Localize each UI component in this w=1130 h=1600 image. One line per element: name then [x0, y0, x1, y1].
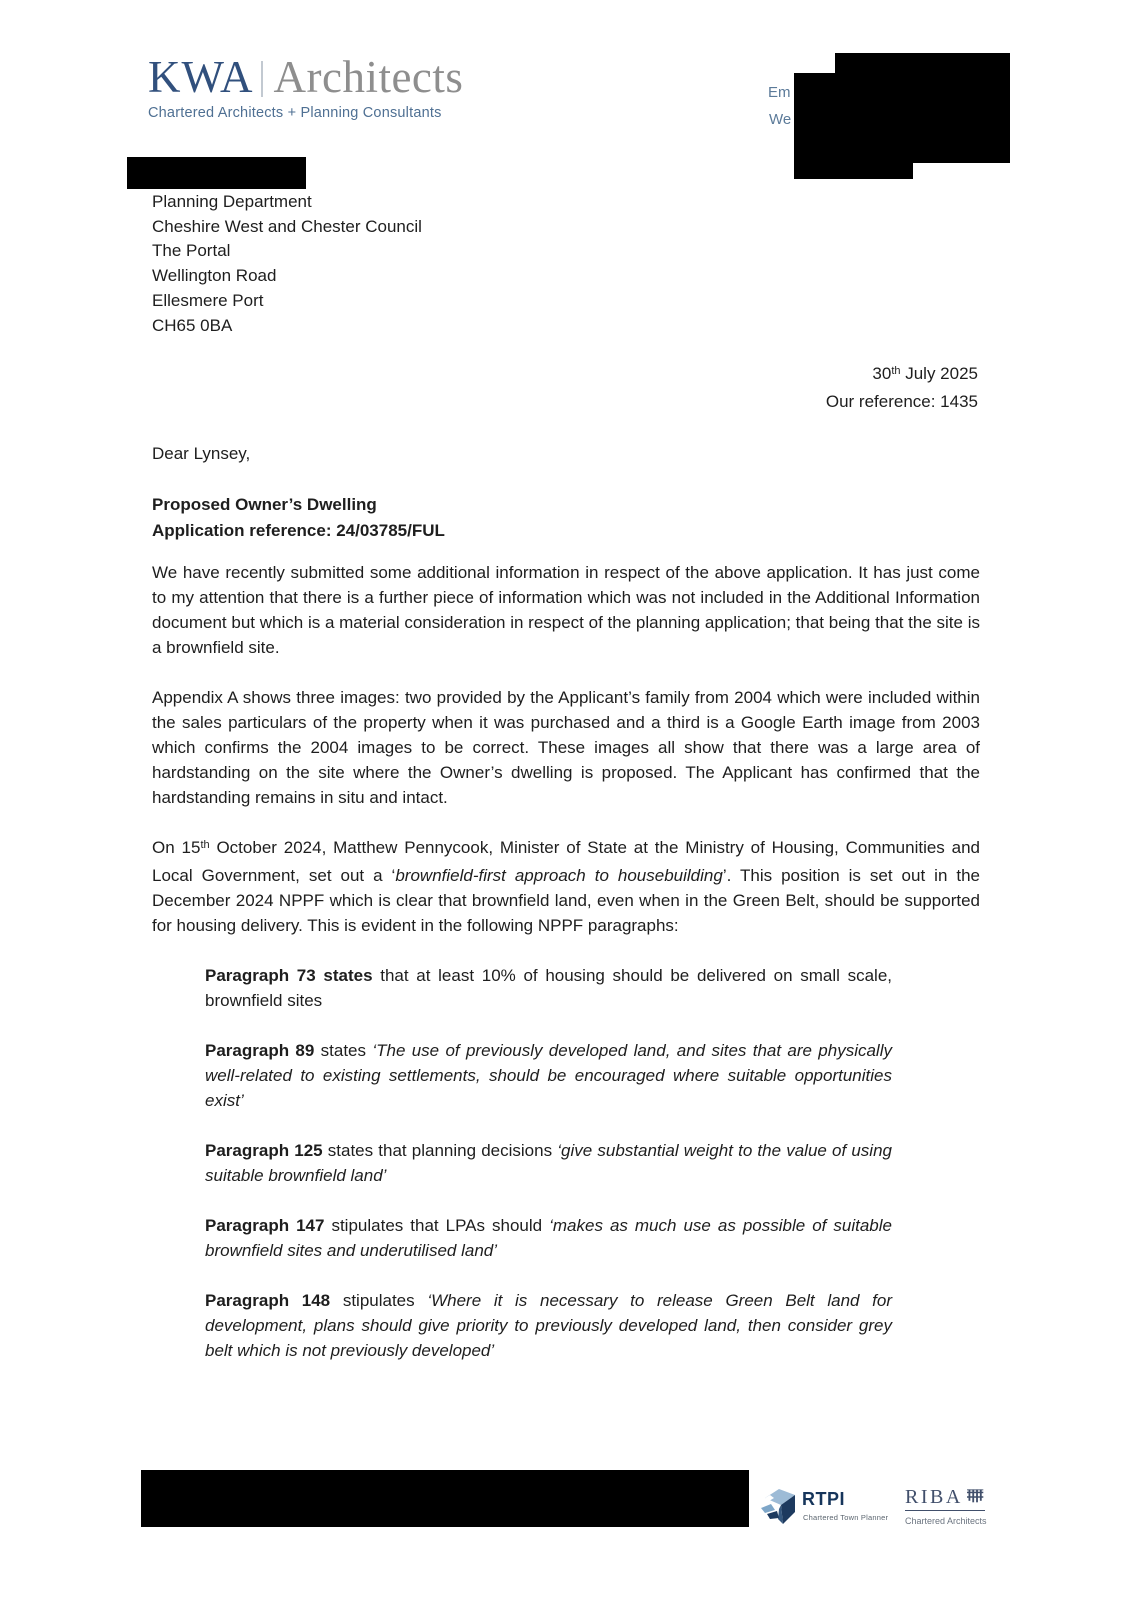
logo-kwa-text: KWA: [148, 52, 254, 102]
body-paragraph-0: [152, 560, 980, 660]
riba-logo-text: RIBA: [905, 1486, 963, 1508]
text-segment: ‘The use of previously developed land, and sites that are physically well-related to existing settlements, should be encouraged where suitable opportunities exist’: [205, 1041, 892, 1110]
text-segment: ‘makes as much use as possible of suitable brownfield sites and underutilised land’: [205, 1216, 892, 1260]
text-segment: Paragraph 73 states: [205, 966, 373, 985]
text-segment: We have recently submitted some additional information in respect of the above application. It has just come to my attention that there is a further piece of information which was not included in the Additional Information document but which is a material consideration in respect of the planning application; that being that the site is a brownfield site.: [152, 563, 980, 657]
body-paragraph-1: [152, 685, 980, 810]
logo-wordmark: [148, 54, 463, 100]
logo-divider: [261, 61, 263, 97]
text-segment: states that planning decisions: [322, 1141, 558, 1160]
nppf-paragraph-7: [205, 1288, 892, 1363]
text-segment: stipulates that LPAs should: [324, 1216, 550, 1235]
nppf-paragraph-3: [205, 963, 892, 1013]
date-ordinal-suffix: th: [891, 365, 901, 377]
salutation: Dear Lynsey,: [152, 444, 251, 463]
body-paragraph-2: [152, 835, 980, 938]
text-segment: ‘give substantial weight to the value of using suitable brownfield land’: [205, 1141, 892, 1185]
nppf-paragraph-5: [205, 1138, 892, 1188]
nppf-paragraph-4: [205, 1038, 892, 1113]
riba-rule: [905, 1510, 985, 1511]
text-segment: states: [314, 1041, 373, 1060]
text-segment: October 2024, Matthew Pennycook, Minister of State at the Ministry of Housing, Communities and Local Government, set out a ‘: [152, 838, 981, 885]
rtpi-cube-icon: [758, 1485, 798, 1527]
redaction-box: [127, 157, 306, 189]
date-reference-block: [826, 361, 978, 414]
letter-body: [152, 560, 980, 1388]
riba-logo: [905, 1486, 985, 1526]
text-segment: Paragraph 125: [205, 1141, 323, 1160]
riba-tagline: Chartered Architects: [905, 1516, 987, 1526]
our-reference: Our reference: 1435: [825, 392, 978, 411]
text-segment: brownfield-first approach to housebuilding: [395, 866, 723, 885]
subject-block: [152, 492, 445, 543]
letter-date: [826, 361, 978, 389]
address-line: Wellington Road: [152, 266, 277, 286]
nppf-paragraph-6: [205, 1213, 892, 1263]
text-segment: ‘Where it is necessary to release Green Belt land for development, plans should give priority to previously developed land, then consider grey belt which is not previously developed’: [205, 1291, 892, 1360]
rtpi-logo-text: RTPI: [802, 1489, 846, 1509]
text-segment: On 15: [152, 838, 201, 857]
text-segment: ’. This position is set out in the December 2024 NPPF which is clear that brownfield land, even when in the Green Belt, should be supported for housing delivery. This is evident in the following NPPF paragraphs:: [152, 866, 981, 935]
text-segment: Paragraph 148: [205, 1291, 331, 1310]
address-line: Planning Department: [152, 192, 312, 211]
text-segment: th: [200, 839, 210, 851]
date-month-year: July 2025: [900, 364, 978, 383]
text-segment: Paragraph 89: [205, 1041, 315, 1060]
company-logo: [148, 54, 463, 121]
subject-title: Proposed Owner’s Dwelling: [152, 495, 377, 514]
address-line: The Portal: [152, 241, 231, 261]
logo-architects-text: Architects: [273, 52, 464, 102]
text-segment: Paragraph 147: [205, 1216, 325, 1235]
subject-application-reference: Application reference: 24/03785/FUL: [152, 520, 445, 540]
address-line: CH65 0BA: [152, 315, 233, 335]
rtpi-tagline: Chartered Town Planner: [803, 1513, 889, 1522]
website-label-partial: We: [769, 111, 792, 128]
email-label-partial: Em: [768, 84, 791, 101]
logo-tagline: Chartered Architects + Planning Consultants: [148, 105, 442, 121]
date-day: 30: [872, 364, 892, 383]
text-segment: stipulates: [330, 1291, 428, 1310]
recipient-address: [152, 190, 422, 338]
text-segment: Appendix A shows three images: two provided by the Applicant’s family from 2004 which were included within the sales particulars of the property when it was purchased and a third is a Google Earth image from 2003 which confirms the 2004 images to be correct. These images all show that there was a large area of hardstanding on the site where the Owner’s dwelling is proposed. The Applicant has confirmed that the hardstanding remains in situ and intact.: [152, 688, 980, 807]
text-segment: that at least 10% of housing should be delivered on small scale, brownfield sites: [205, 966, 892, 1010]
redaction-box: [141, 1470, 749, 1527]
address-line: Ellesmere Port: [152, 290, 264, 310]
riba-portcullis-icon: [967, 1487, 985, 1507]
address-line: Cheshire West and Chester Council: [152, 216, 422, 236]
redaction-box: [794, 73, 913, 179]
